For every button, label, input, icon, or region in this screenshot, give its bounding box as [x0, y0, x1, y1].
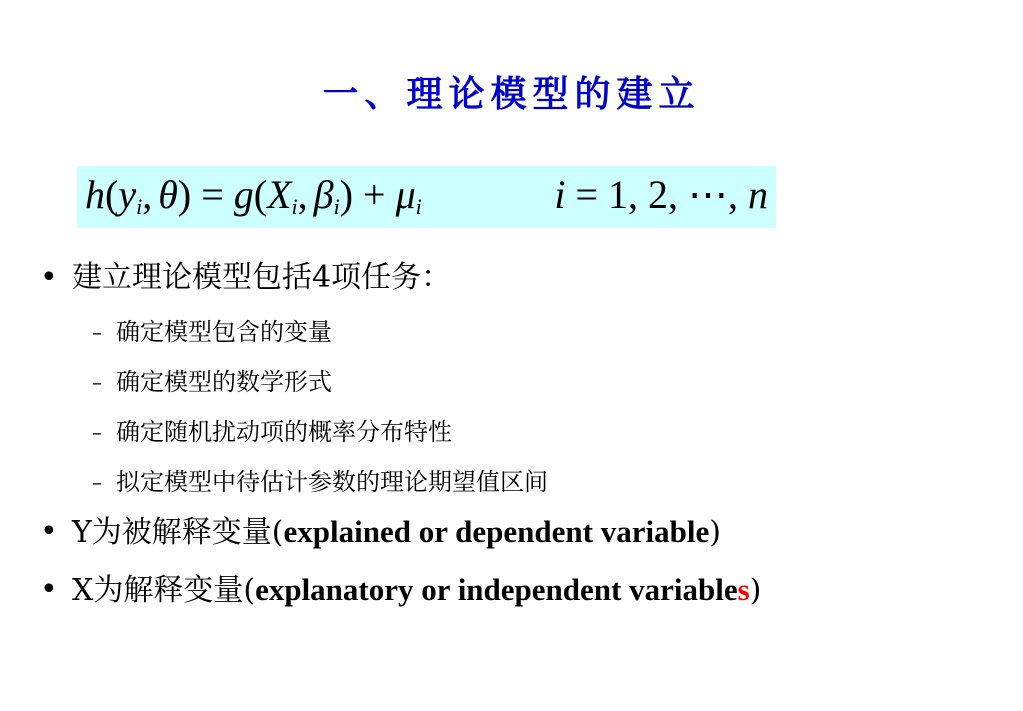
bullet-suffix: ) [709, 515, 721, 550]
bullet-text: 建立理论模型包括4项任务： [72, 260, 452, 295]
bullet-english: explained or dependent variable [283, 514, 710, 549]
sub-bullet-text: 确定模型的数学形式 [116, 368, 332, 396]
slide-title: 一、理论模型的建立 [322, 73, 701, 115]
formula-index-range: i = 1, 2, ⋯, n [554, 172, 768, 217]
sub-bullet-text: 确定模型包含的变量 [116, 318, 332, 346]
sub-bullet-text: 拟定模型中待估计参数的理论期望值区间 [116, 468, 548, 496]
dash-symbol: – [92, 420, 102, 444]
bullet-text [72, 570, 761, 611]
bullet-prefix: Y为被解释变量( [72, 515, 284, 550]
bullet-symbol: • [40, 260, 58, 295]
formula-main: $h(y_i$, $\theta) = g(X_i$, $\beta_i) + \mu_i$ [85, 172, 422, 219]
bullet-prefix: X为解释变量( [72, 573, 256, 608]
dash-symbol: – [92, 320, 102, 344]
dash-symbol: – [92, 470, 102, 494]
model-formula [77, 166, 776, 228]
bullet-text [72, 512, 721, 553]
sub-bullet-text: 确定随机扰动项的概率分布特性 [116, 418, 452, 446]
bullet-english-plural: s [737, 572, 750, 607]
bullet-symbol: • [40, 514, 58, 549]
dash-symbol: – [92, 370, 102, 394]
bullet-english: explanatory or independent variable [255, 572, 738, 607]
bullet-symbol: • [40, 572, 58, 607]
bullet-suffix: ) [749, 573, 762, 608]
